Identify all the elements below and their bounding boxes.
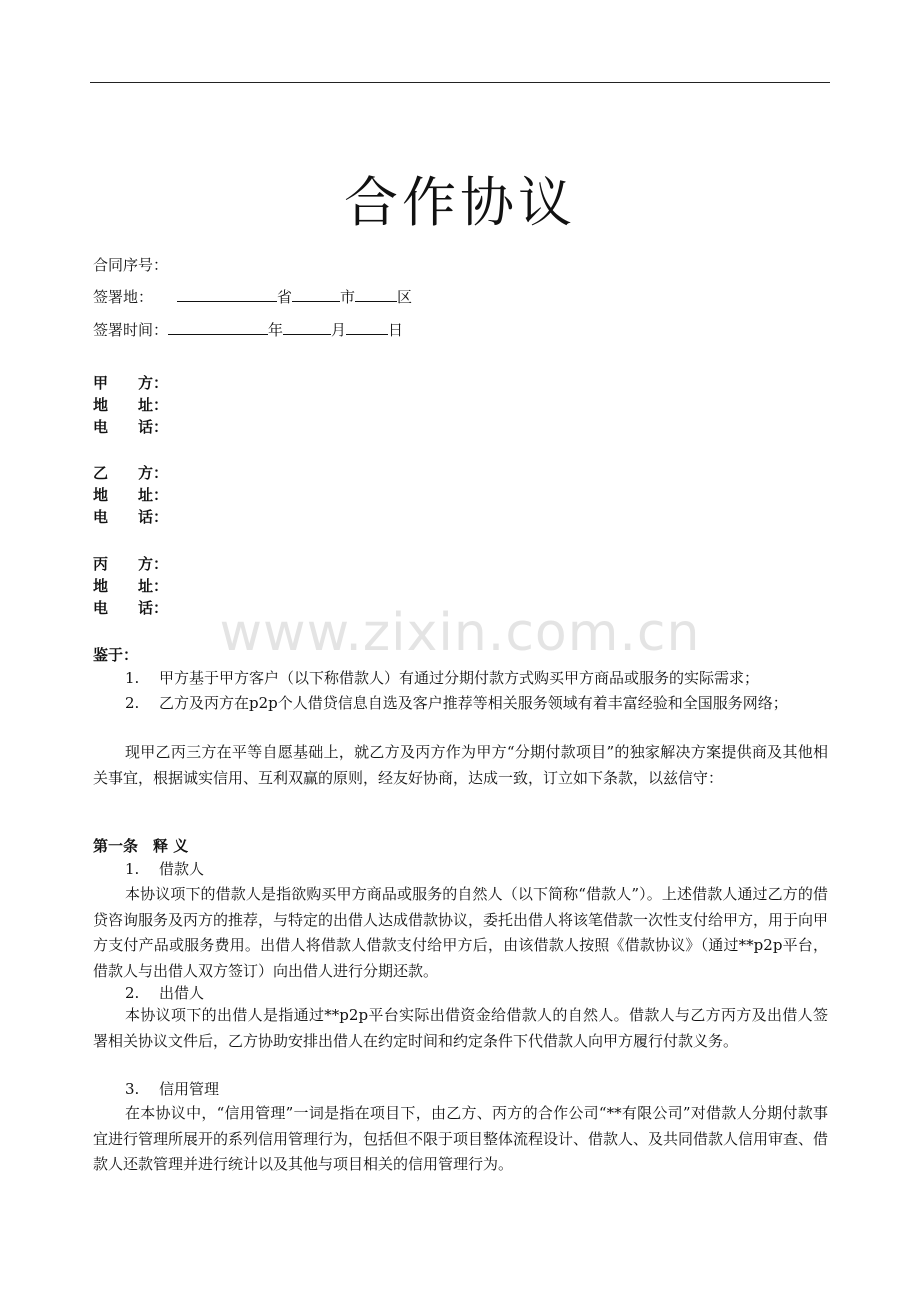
document-title: 合作协议 (344, 171, 576, 234)
whereas-item-text: 甲方基于甲方客户（以下称借款人）有通过分期付款方式购买甲方商品或服务的实际需求； (159, 669, 760, 687)
party-b-phone: 电 话： (93, 508, 169, 526)
list-number: 3. (125, 1080, 140, 1098)
party-c-phone: 电 话： (93, 599, 169, 617)
whereas-item-1 (93, 666, 828, 692)
preamble-paragraph: 现甲乙丙三方在平等自愿基础上，就乙方及丙方作为甲方“分期付款项目”的独家解决方案提供商及其他相关事宜，根据诚实信用、互利双赢的原则，经友好协商，达成一致，订立如下条款，以兹信守： (93, 743, 828, 787)
article-1-heading: 第一条 释 义 (93, 837, 189, 855)
month-label: 月 (331, 321, 347, 339)
city-label: 市 (340, 288, 356, 306)
whereas-item-text: 乙方及丙方在p2p个人借贷信息自选及客户推荐等相关服务领域有着丰富经验和全国服务网络； (159, 694, 788, 712)
list-number: 2. (125, 984, 140, 1002)
contract-number-label: 合同序号： (93, 256, 169, 274)
signing-place-line (93, 287, 412, 307)
definition-3-title (93, 1077, 828, 1103)
province-blank (177, 287, 277, 302)
party-b-block (93, 462, 168, 528)
signing-date-line (93, 320, 403, 340)
party-c-address: 地 址： (93, 577, 169, 595)
district-blank (355, 287, 397, 302)
city-blank (292, 287, 340, 302)
watermark: www.zixin.com.cn (219, 603, 701, 663)
definition-title: 出借人 (159, 984, 205, 1002)
district-label: 区 (397, 288, 413, 306)
party-b-name: 乙 方： (93, 464, 169, 482)
day-label: 日 (388, 321, 404, 339)
party-b-address: 地 址： (93, 486, 169, 504)
year-blank (168, 320, 268, 335)
definition-1-text: 本协议项下的借款人是指欲购买甲方商品或服务的自然人（以下简称“借款人”）。上述借款人通过乙方的借贷咨询服务及丙方的推荐，与特定的出借人达成借款协议，委托出借人将该笔借款一次性支付给甲方，用于向甲方支付产品或服务费用。出借人将借款人借款支付给甲方后，由该借款人按照《借款协议》（通过**p2p平台，借款人与出借人双方签订）向出借人进行分期还款。 (93, 885, 829, 980)
definition-title: 借款人 (159, 860, 205, 878)
list-number: 1. (125, 860, 140, 878)
party-a-name: 甲 方： (93, 374, 169, 392)
definition-title: 信用管理 (159, 1080, 220, 1098)
contract-number-line (93, 255, 168, 275)
party-c-name: 丙 方： (93, 555, 169, 573)
header-rule (90, 82, 830, 83)
province-label: 省 (277, 288, 293, 306)
list-number: 1. (125, 669, 140, 687)
whereas-heading: 鉴于： (93, 646, 139, 664)
signing-date-label: 签署时间： (93, 321, 169, 339)
definition-3-text: 在本协议中，“信用管理”一词是指在项目下，由乙方、丙方的合作公司“**有限公司”对借款人分期付款事宜进行管理所展开的系列信用管理行为，包括但不限于项目整体流程设计、借款人、及共同借款人信用审查、借款人还款管理并进行统计以及其他与项目相关的信用管理行为。 (93, 1104, 829, 1173)
month-blank (283, 320, 331, 335)
whereas-item-2 (93, 691, 828, 717)
day-blank (346, 320, 388, 335)
list-number: 2. (125, 694, 140, 712)
party-a-block (93, 372, 168, 438)
year-label: 年 (268, 321, 284, 339)
definition-1-title (93, 857, 828, 883)
party-a-phone: 电 话： (93, 418, 169, 436)
definition-2-text: 本协议项下的出借人是指通过**p2p平台实际出借资金给借款人的自然人。借款人与乙方丙方及出借人签署相关协议文件后，乙方协助安排出借人在约定时间和约定条件下代借款人向甲方履行付款义务。 (93, 1006, 828, 1050)
signing-place-label: 签署地： (93, 288, 154, 306)
party-a-address: 地 址： (93, 396, 169, 414)
